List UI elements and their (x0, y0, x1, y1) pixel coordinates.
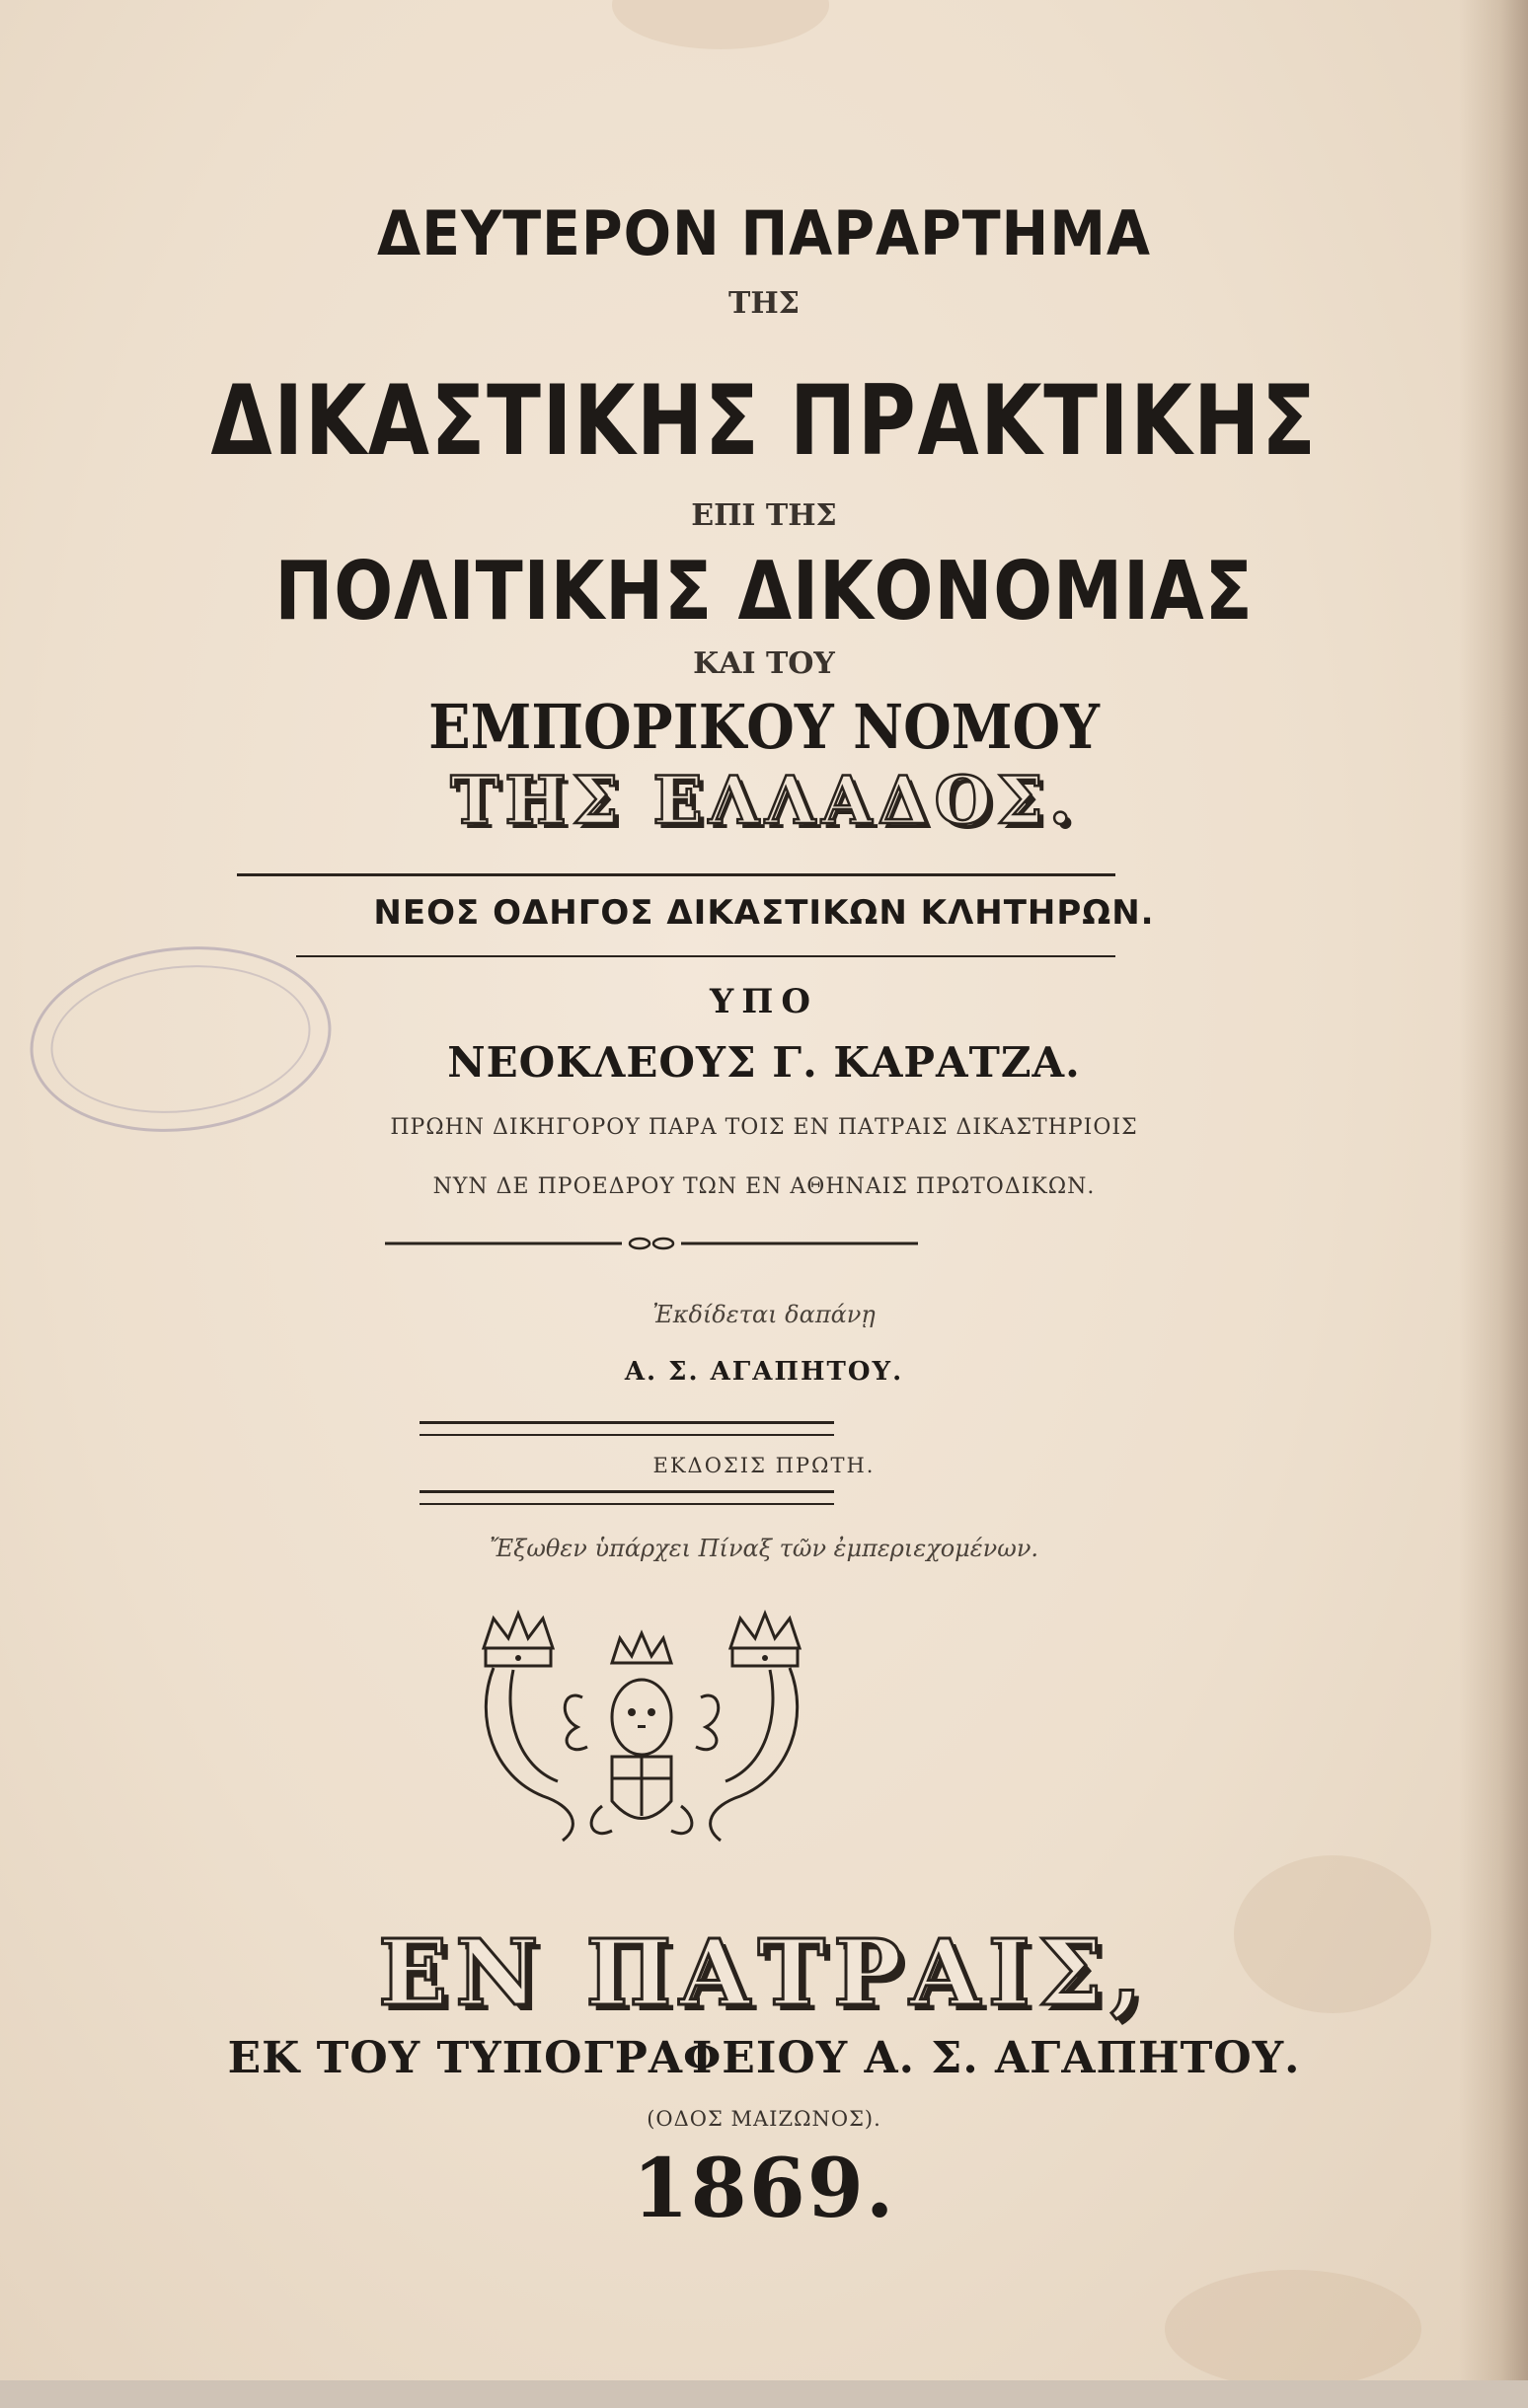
subtitle: ΝΕΟΣ ΟΔΗΓΟΣ ΔΙΚΑΣΤΙΚΩΝ ΚΛΗΤΗΡΩΝ. (373, 893, 1155, 933)
title-line-3: ΔΙΚΑΣΤΙΚΗΣ ΠΡΑΚΤΙΚΗΣ (210, 365, 1318, 478)
title-line-8: ΤΗΣ ΕΛΛΑΔΟΣ. (450, 762, 1078, 839)
ornamental-rule-icon (385, 1234, 918, 1253)
double-rule (420, 1421, 834, 1436)
place-of-publication: ΕΝ ΠΑΤΡΑΙΣ, (378, 1919, 1150, 2026)
author-name: ΝΕΟΚΛΕΟΥΣ Γ. ΚΑΡΑΤΖΑ. (447, 1038, 1081, 1087)
publisher-name: Α. Σ. ΑΓΑΠΗΤΟΥ. (624, 1357, 904, 1387)
printer-line: ΕΚ ΤΟΥ ΤΥΠΟΓΡΑΦΕΙΟΥ Α. Σ. ΑΓΑΠΗΤΟΥ. (227, 2033, 1301, 2083)
double-rule (420, 1490, 834, 1505)
title-line-4: ΕΠΙ ΤΗΣ (691, 498, 837, 533)
publication-year: 1869. (632, 2142, 896, 2236)
author-role-1: ΠΡΩΗΝ ΔΙΚΗΓΟΡΟΥ ΠΑΡΑ ΤΟΙΣ ΕΝ ΠΑΤΡΑΙΣ ΔΙΚΑΣΤΗΡΙΟΙΣ (390, 1115, 1138, 1140)
title-line-2: ΤΗΣ (728, 286, 800, 321)
street-line: (ΟΔΟΣ ΜΑΙΖΩΝΟΣ). (647, 2107, 881, 2131)
page-bottom-edge (0, 2380, 1528, 2408)
title-line-5: ΠΟΛΙΤΙΚΗΣ ΔΙΚΟΝΟΜΙΑΣ (274, 545, 1254, 639)
publisher-note: Ἐκδίδεται δαπάνῃ (652, 1301, 876, 1328)
title-line-7: ΕΜΠΟΡΙΚΟΥ ΝΟΜΟΥ (428, 691, 1100, 763)
title-line-6: ΚΑΙ ΤΟΥ (693, 646, 835, 681)
edition-label: ΕΚΔΟΣΙΣ ΠΡΩΤΗ. (652, 1454, 876, 1477)
divider-rule (237, 873, 1115, 876)
royal-coat-of-arms-icon (464, 1609, 819, 1855)
divider-rule (296, 955, 1115, 957)
paper-stain (1165, 2270, 1421, 2388)
index-note: Ἔξωθεν ὑπάρχει Πίναξ τῶν ἐμπεριεχομένων. (489, 1535, 1039, 1562)
by-label: ΥΠΟ (710, 982, 818, 1021)
title-line-1: ΔΕΥΤΕΡΟΝ ΠΑΡΑΡΤΗΜΑ (377, 197, 1151, 269)
author-role-2: ΝΥΝ ΔΕ ΠΡΟΕΔΡΟΥ ΤΩΝ ΕΝ ΑΘΗΝΑΙΣ ΠΡΩΤΟΔΙΚΩΝ. (432, 1174, 1096, 1199)
paper-stain (612, 0, 829, 49)
